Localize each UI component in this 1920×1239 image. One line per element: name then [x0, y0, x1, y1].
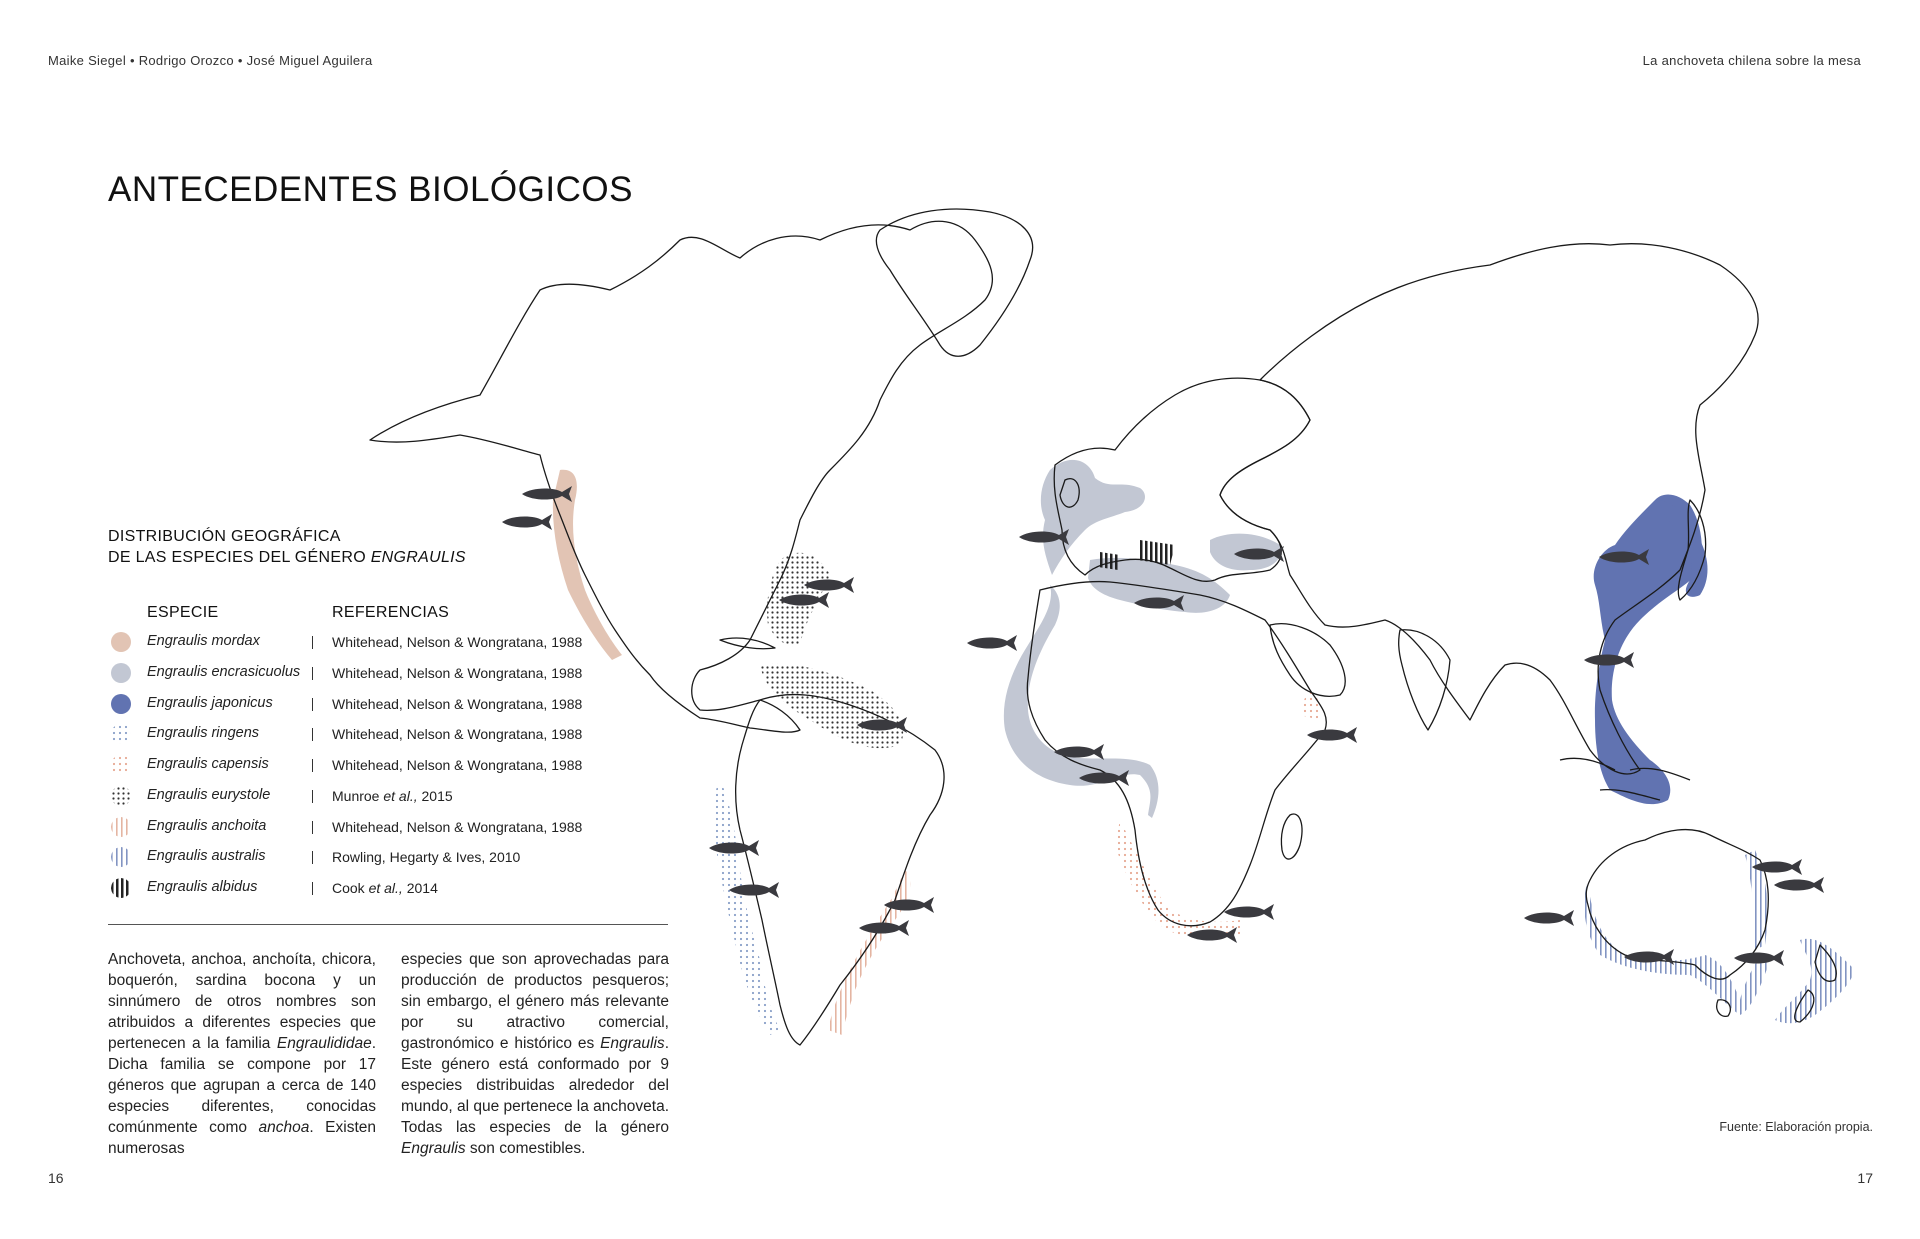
page-number-right: 17	[1857, 1170, 1873, 1186]
map-title-line1: DISTRIBUCIÓN GEOGRÁFICA	[108, 528, 341, 545]
area-engraulis-encrasicolus-north	[1041, 460, 1145, 575]
swatch-solid-gray	[111, 663, 131, 683]
legend-item: Engraulis australis Rowling, Hegarty & Ives, 2010	[108, 845, 708, 875]
map-title	[108, 526, 466, 568]
source-note: Fuente: Elaboración propia.	[1719, 1120, 1873, 1134]
swatch-dots-pink	[111, 755, 131, 775]
swatch-stripes-black	[111, 878, 131, 898]
legend-item: Engraulis eurystole Munroe et al., 2015	[108, 784, 708, 814]
legend-item: Engraulis mordax Whitehead, Nelson & Wongratana, 1988	[108, 630, 708, 660]
area-engraulis-australis-w	[1584, 880, 1770, 1015]
legend-item: Engraulis anchoita Whitehead, Nelson & Wongratana, 1988	[108, 815, 708, 845]
swatch-solid-blue	[111, 694, 131, 714]
fish-icon	[1774, 877, 1824, 893]
swatch-stripes-pink	[111, 817, 131, 837]
area-engraulis-encrasicolus-africa	[1004, 585, 1159, 818]
legend-species-header: ESPECIE	[147, 604, 219, 621]
divider	[108, 924, 668, 925]
fish-icon	[502, 514, 552, 530]
legend-item: Engraulis capensis Whitehead, Nelson & Wongratana, 1988	[108, 753, 708, 783]
map-title-line2: DE LAS ESPECIES DEL GÉNERO ENGRAULIS	[108, 549, 466, 566]
legend-item: Engraulis albidus Cook et al., 2014	[108, 876, 708, 906]
legend-references-header: REFERENCIAS	[332, 604, 450, 621]
body-text-column-2: especies que son aprovechadas para producción de productos pesqueros; sin embargo, el género más relevante por su atractivo comercial, gastronómico e histórico es Engraulis. Este género está conformado por 9 especies distribuidas alrededor del mundo, al que pertenece la anchoveta. Todas las especies de la género Engraulis son comestibles.	[401, 951, 669, 1157]
header-authors: Maike Siegel • Rodrigo Orozco • José Miguel Aguilera	[48, 53, 373, 68]
area-engraulis-australis-nz	[1775, 939, 1855, 1024]
distribution-areas	[553, 460, 1855, 1035]
legend-item: Engraulis japonicus Whitehead, Nelson & Wongratana, 1988	[108, 692, 708, 722]
madagascar-outline	[1281, 814, 1302, 859]
legend-item: Engraulis ringens Whitehead, Nelson & Wongratana, 1988	[108, 722, 708, 752]
swatch-dots-blue	[111, 724, 131, 744]
body-text-column-1: Anchoveta, anchoa, anchoíta, chicora, boquerón, sardina bocona y un sinnúmero de otros nombres son atribuidos a diferentes especies que pertenecen a la familia Engraulididae. Dicha familia se compone por 17 géneros que agrupan a cerca de 140 especies diferentes, conocidas comúnmente como anchoa. Existen numerosas	[108, 951, 376, 1157]
fish-icon	[1307, 727, 1357, 743]
swatch-dots-black	[111, 786, 131, 806]
swatch-solid-pink	[111, 632, 131, 652]
fish-icon	[1224, 904, 1274, 920]
page-number-left: 16	[48, 1170, 64, 1186]
header-book-title: La anchoveta chilena sobre la mesa	[1642, 53, 1861, 68]
fish-icon	[967, 635, 1017, 651]
area-engraulis-anchoita	[828, 870, 910, 1035]
area-engraulis-capensis	[1115, 820, 1240, 939]
greenland-outline	[876, 209, 1032, 356]
page-title: ANTECEDENTES BIOLÓGICOS	[108, 170, 633, 209]
swatch-stripes-blue	[111, 847, 131, 867]
fish-icon	[1524, 910, 1574, 926]
area-engraulis-ringens	[713, 780, 780, 1035]
legend-item: Engraulis encrasicuolus Whitehead, Nelson & Wongratana, 1988	[108, 661, 708, 691]
